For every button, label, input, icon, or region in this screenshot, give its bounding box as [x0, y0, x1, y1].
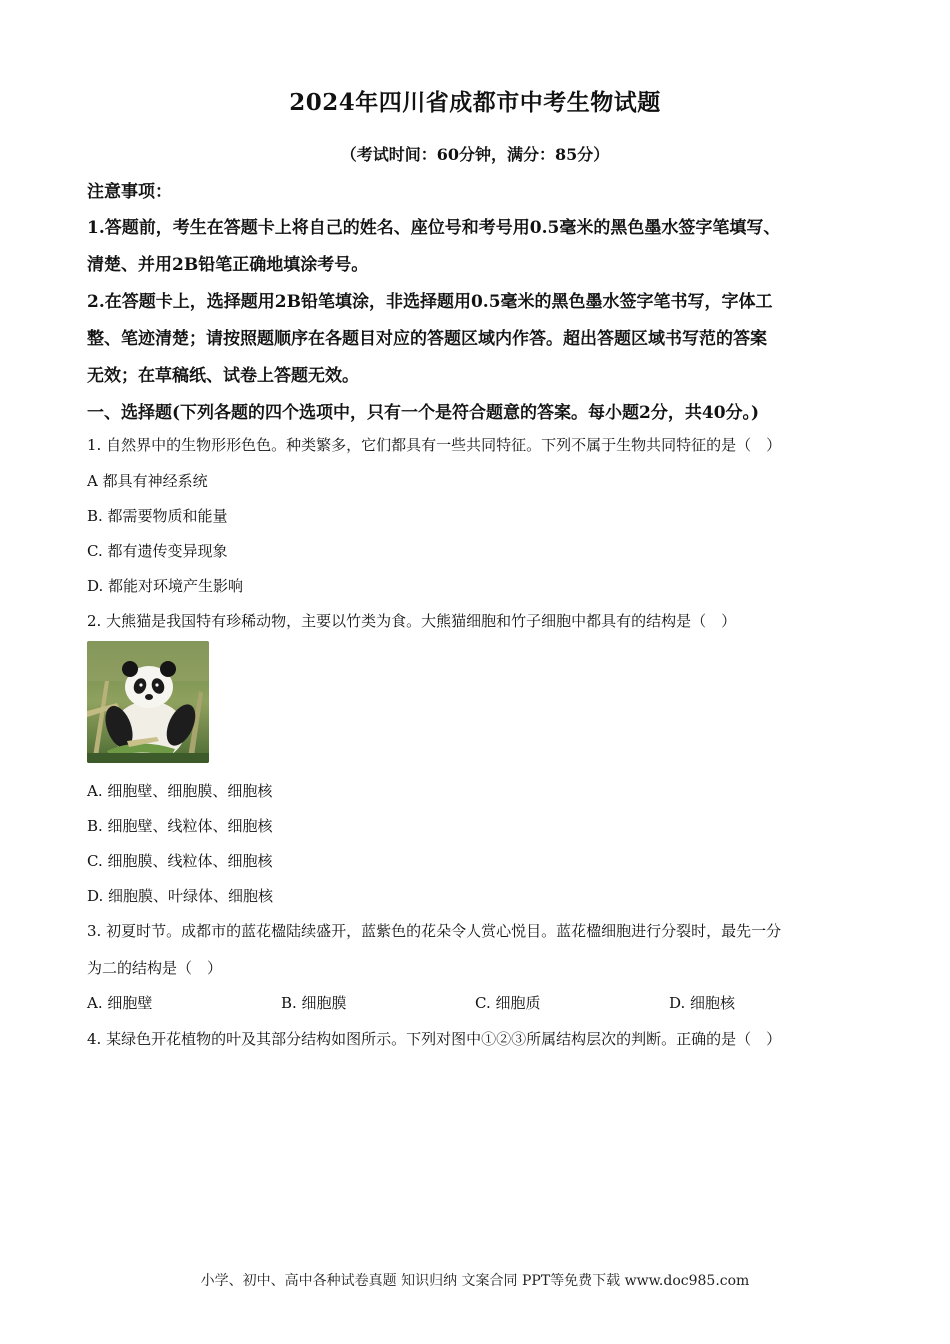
page-title: 2024年四川省成都市中考生物试题 [289, 89, 661, 116]
section-heading: 一、选择题(下列各题的四个选项中，只有一个是符合题意的答案。每小题2分，共40分。) [87, 403, 760, 423]
question-3-option-b: B. 细胞膜 [281, 994, 347, 1012]
question-1-option-b: B. 都需要物质和能量 [87, 507, 228, 525]
question-3-stem: 3. 初夏时节。成都市的蓝花楹陆续盛开，蓝紫色的花朵令人赏心悦目。蓝花楹细胞进行分裂时，最先一分 [87, 922, 782, 940]
question-2-option-b: B. 细胞壁、线粒体、细胞核 [87, 817, 273, 835]
exam-info: （考试时间：60分钟，满分：85分） [340, 145, 610, 164]
question-3-option-a: A. 细胞壁 [87, 994, 153, 1012]
notes-heading: 注意事项： [87, 182, 172, 202]
notes-line: 2.在答题卡上，选择题用2B铅笔填涂，非选择题用0.5毫米的黑色墨水签字笔书写，字体工 [87, 292, 773, 312]
question-3-option-d: D. 细胞核 [669, 994, 736, 1012]
question-2-option-a: A. 细胞壁、细胞膜、细胞核 [87, 782, 273, 800]
question-2-option-c: C. 细胞膜、线粒体、细胞核 [87, 852, 273, 870]
question-1-option-c: C. 都有遗传变异现象 [87, 542, 228, 560]
notes-line: 1.答题前，考生在答题卡上将自己的姓名、座位号和考号用0.5毫米的黑色墨水签字笔填写、 [87, 218, 781, 238]
question-3-option-c: C. 细胞质 [475, 994, 541, 1012]
question-2-option-d: D. 细胞膜、叶绿体、细胞核 [87, 887, 274, 905]
question-2-stem: 2. 大熊猫是我国特有珍稀动物，主要以竹类为食。大熊猫细胞和竹子细胞中都具有的结构是（ ） [87, 612, 737, 630]
question-1-stem: 1. 自然界中的生物形形色色。种类繁多，它们都具有一些共同特征。下列不属于生物共同特征的是（ ） [87, 436, 782, 454]
notes-line: 清楚、并用2B铅笔正确地填涂考号。 [87, 255, 369, 275]
panda-photo [87, 641, 209, 763]
page-footer: 小学、初中、高中各种试卷真题 知识归纳 文案合同 PPT等免费下载 www.doc985.com [200, 1273, 750, 1289]
question-4-stem: 4. 某绿色开花植物的叶及其部分结构如图所示。下列对图中①②③所属结构层次的判断。正确的是（ ） [87, 1030, 782, 1048]
notes-line: 无效；在草稿纸、试卷上答题无效。 [87, 366, 359, 386]
notes-line: 整、笔迹清楚；请按照题顺序在各题目对应的答题区域内作答。超出答题区域书写范的答案 [87, 329, 767, 349]
question-1-option-d: D. 都能对环境产生影响 [87, 577, 244, 595]
question-3-stem-continued: 为二的结构是（ ） [87, 959, 223, 977]
question-1-option-a: A 都具有神经系统 [87, 472, 208, 490]
